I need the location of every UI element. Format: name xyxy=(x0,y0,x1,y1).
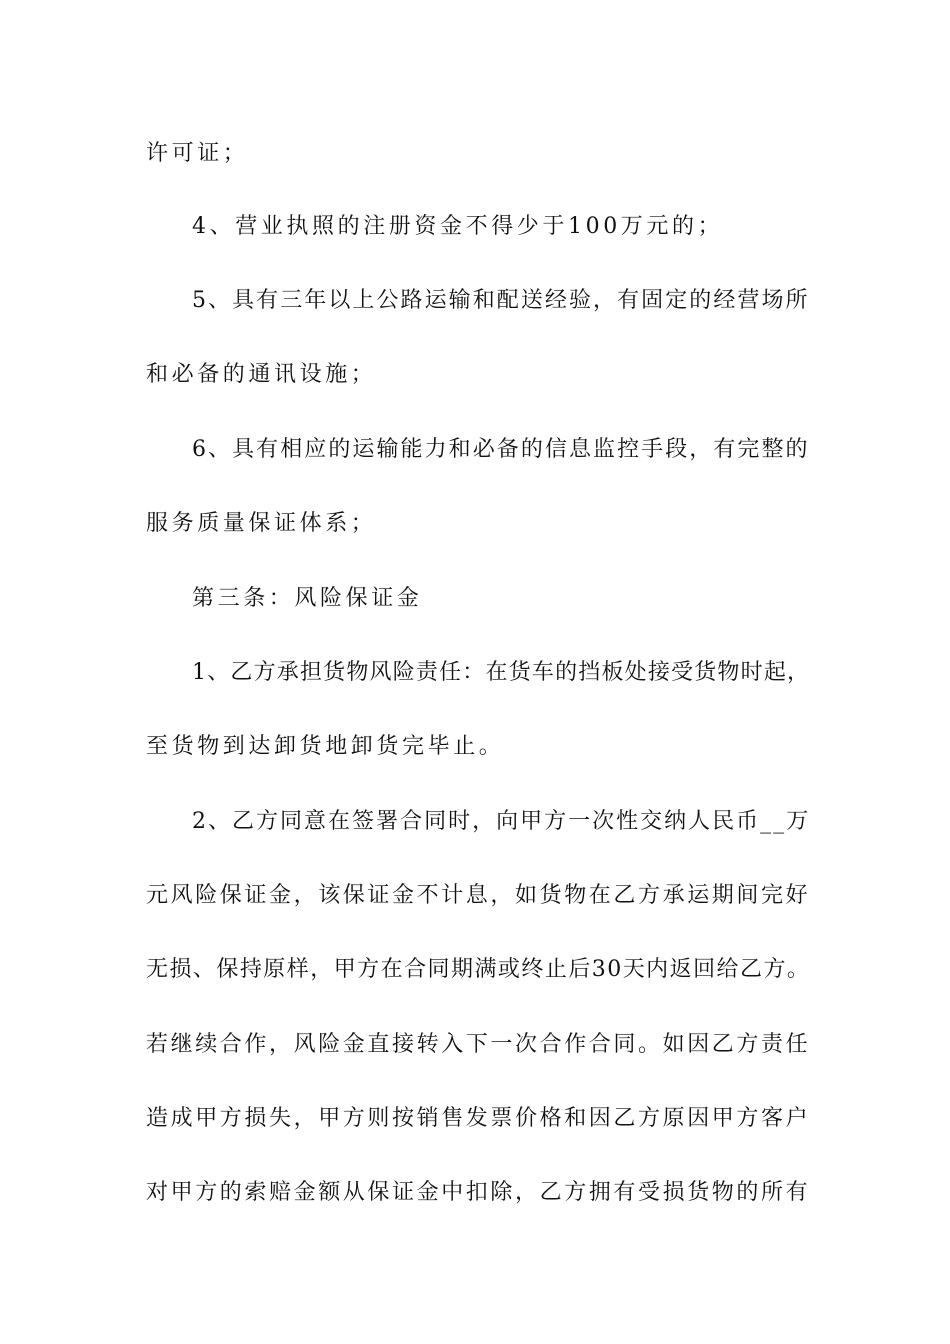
text-line: 服务质量保证体系； xyxy=(146,511,377,536)
text-line: 4、营业执照的注册资金不得少于100万元的； xyxy=(192,214,724,239)
text-line: 对甲方的索赔金额从保证金中扣除，乙方拥有受损货物的所有 xyxy=(146,1180,811,1205)
text-line: 2、乙方同意在签署合同时，向甲方一次性交纳人民币__万 xyxy=(192,809,811,834)
text-line: 至货物到达卸货地卸货完毕止。 xyxy=(146,734,505,759)
text-line: 和必备的通讯设施； xyxy=(146,362,377,387)
text-line: 6、具有相应的运输能力和必备的信息监控手段，有完整的 xyxy=(192,437,810,462)
text-line: 元风险保证金，该保证金不计息，如货物在乙方承运期间完好 xyxy=(146,883,811,908)
text-line: 许可证； xyxy=(146,141,249,166)
text-line: 5、具有三年以上公路运输和配送经验，有固定的经营场所 xyxy=(192,288,810,313)
text-line: 造成甲方损失，甲方则按销售发票价格和因乙方原因甲方客户 xyxy=(146,1106,811,1131)
text-line: 无损、保持原样，甲方在合同期满或终止后30天内返回给乙方。 xyxy=(146,957,811,982)
section-heading: 第三条：风险保证金 xyxy=(192,586,423,611)
text-line: 若继续合作，风险金直接转入下一次合作合同。如因乙方责任 xyxy=(146,1032,811,1057)
text-line: 1、乙方承担货物风险责任：在货车的挡板处接受货物时起， xyxy=(192,660,811,685)
